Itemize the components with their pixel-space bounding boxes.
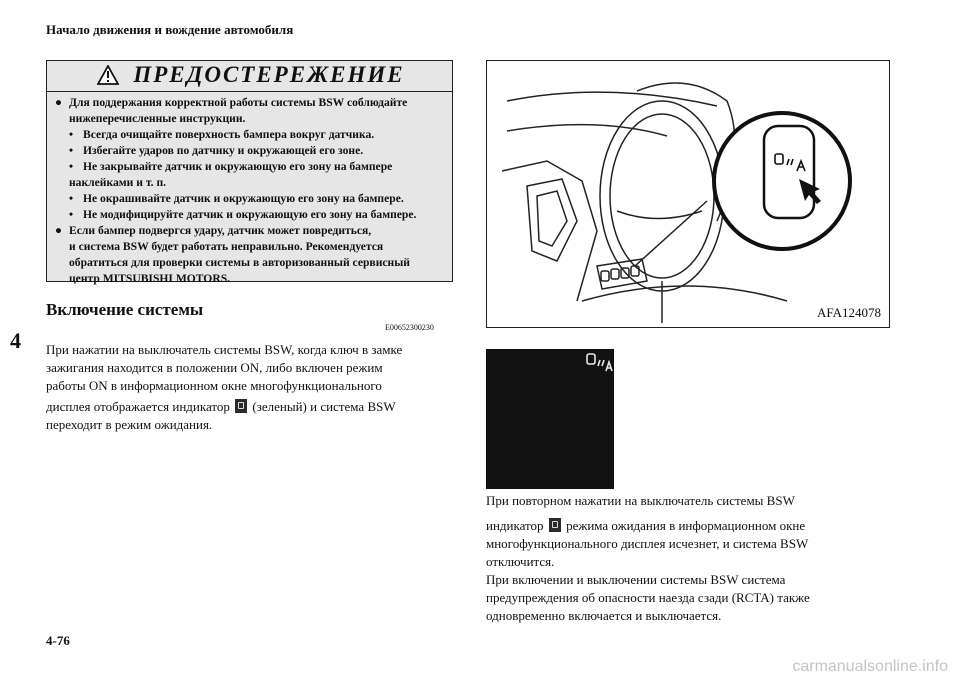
section-title: Включение системы [46, 300, 204, 319]
bsw-standby-icon [486, 349, 614, 489]
body-line-with-icon [486, 517, 805, 535]
warning-header [81, 61, 421, 89]
warning-text: нижеперечисленные инструкции. [69, 112, 246, 125]
bsw-indicator-icon [235, 399, 247, 413]
bullet: • [69, 160, 74, 173]
body-line: одновременно включается и выключается. [486, 608, 722, 623]
warning-box [46, 60, 453, 285]
warning-text: центр MITSUBISHI MOTORS. [69, 272, 231, 285]
body-line: При нажатии на выключатель системы BSW, когда ключ в замке [46, 342, 403, 357]
chapter-tab: 4 [10, 328, 21, 353]
warning-line [69, 127, 374, 143]
body-line: работы ON в информационном окне многофункционального [46, 378, 382, 393]
running-header: Начало движения и вождение автомобиля [46, 22, 294, 37]
body-line: зажигания находится в положении ON, либо включен режим [46, 360, 383, 375]
body-line: переходит в режим ожидания. [46, 417, 213, 432]
warning-line [69, 191, 404, 207]
warning-text: Избегайте ударов по датчику и окружающей его зоне. [83, 144, 364, 157]
warning-line [55, 271, 230, 287]
body-text: режима ожидания в информационном окне [566, 518, 806, 533]
warning-text: Всегда очищайте поверхность бампера вокруг датчика. [83, 128, 375, 141]
warning-line [55, 223, 371, 239]
warning-line [55, 255, 410, 271]
warning-text: Не закрывайте датчик и окружающую его зону на бампере [83, 160, 393, 173]
dashboard-figure [486, 60, 890, 328]
warning-line [55, 175, 166, 191]
dashboard-illustration [487, 61, 889, 327]
warning-text: Не модифицируйте датчик и окружающую его зону на бампере. [83, 208, 417, 221]
warning-line [55, 111, 245, 127]
bullet: • [69, 192, 74, 205]
body-line: отключится. [486, 554, 555, 569]
bullet: • [69, 208, 74, 221]
body-line: предупреждения об опасности наезда сзади (RCTA) также [486, 590, 810, 605]
figure-label: AFA124078 [816, 305, 881, 320]
warning-line [69, 207, 416, 223]
body-text: (зеленый) и система BSW [252, 399, 396, 414]
bsw-indicator-icon [549, 518, 561, 532]
bullet: • [69, 128, 74, 141]
footer-watermark: carmanualsonline.info [792, 658, 948, 675]
warning-line [69, 143, 363, 159]
body-line-with-icon [46, 398, 396, 416]
warning-text: наклейками и т. п. [69, 176, 167, 189]
warning-divider [47, 91, 452, 92]
warning-title: ПРЕДОСТЕРЕЖЕНИЕ [133, 62, 405, 87]
body-line: многофункционального дисплея исчезнет, и система BSW [486, 536, 809, 551]
section-code: E00652300230 [385, 323, 434, 332]
page-number: 4-76 [46, 633, 70, 648]
bullet: • [69, 144, 74, 157]
body-text: дисплея отображается индикатор [46, 399, 230, 414]
bullet: ● [55, 96, 63, 109]
body-text: индикатор [486, 518, 544, 533]
display-panel [486, 349, 614, 489]
warning-line [55, 239, 383, 255]
body-line: При включении и выключении системы BSW система [486, 572, 786, 587]
bullet: ● [55, 224, 63, 237]
warning-text: обратиться для проверки системы в авторизованный сервисный [69, 256, 410, 269]
warning-line [69, 159, 392, 175]
warning-triangle-icon [97, 65, 119, 85]
warning-text: Если бампер подвергся удару, датчик может повредиться, [69, 224, 372, 237]
body-line: При повторном нажатии на выключатель системы BSW [486, 493, 795, 508]
warning-text: Для поддержания корректной работы системы BSW соблюдайте [69, 96, 408, 109]
warning-text: Не окрашивайте датчик и окружающую его зону на бампере. [83, 192, 404, 205]
warning-text: и система BSW будет работать неправильно. Рекомендуется [69, 240, 384, 253]
warning-line [55, 95, 407, 111]
